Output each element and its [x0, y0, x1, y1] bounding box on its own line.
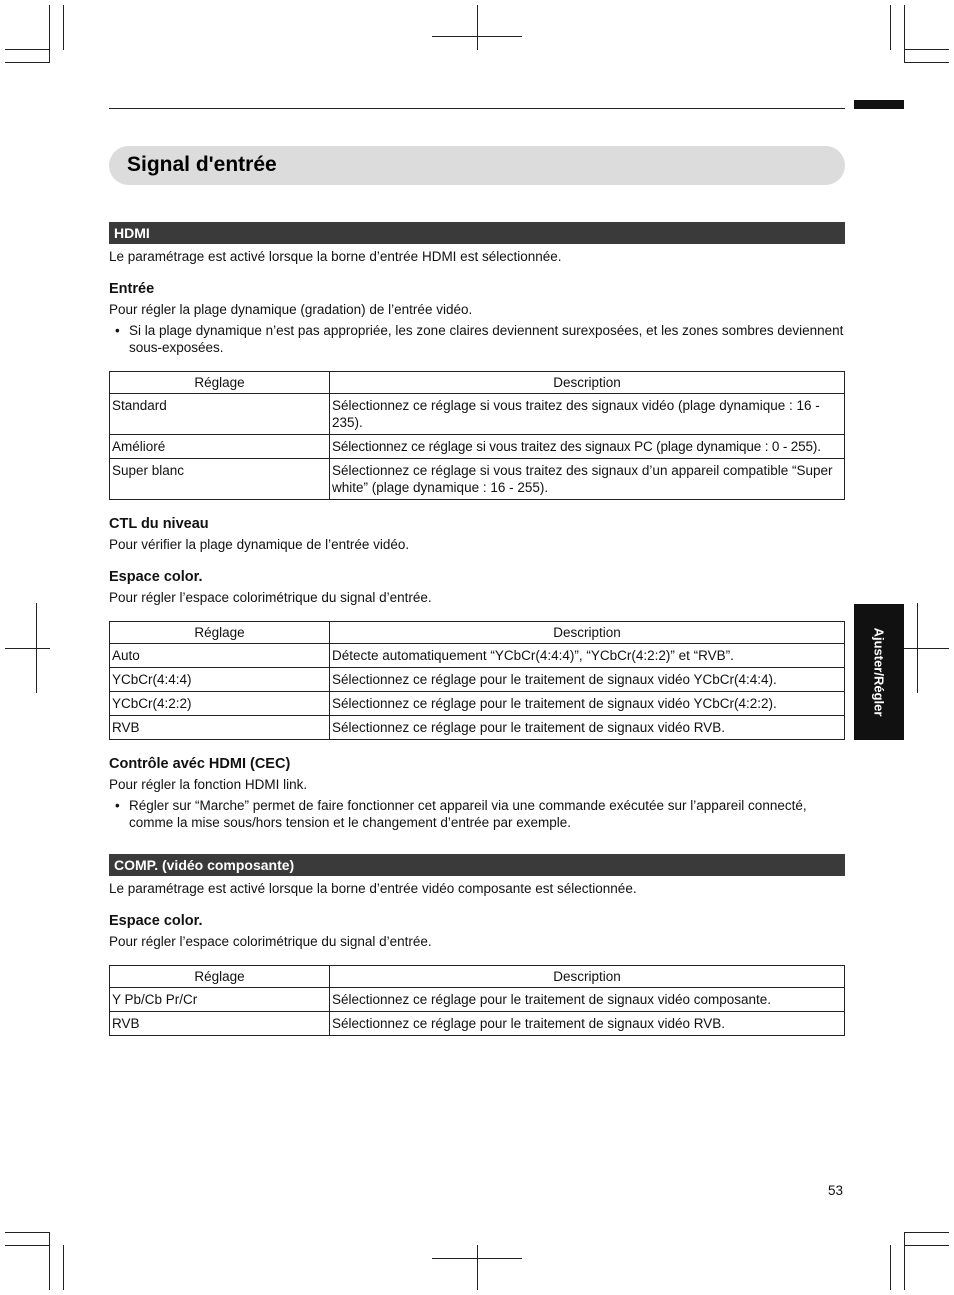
setting-name: RVB — [110, 716, 330, 740]
setting-description: Sélectionnez ce réglage pour le traitement de signaux vidéo RVB. — [330, 1012, 845, 1036]
column-header: Réglage — [110, 622, 330, 644]
section-intro: Le paramétrage est activé lorsque la borne d’entrée vidéo composante est sélectionnée. — [109, 881, 637, 896]
title-bar — [109, 146, 845, 185]
setting-name: Auto — [110, 644, 330, 668]
setting-name: YCbCr(4:2:2) — [110, 692, 330, 716]
section-heading: COMP. (vidéo composante) — [109, 854, 845, 876]
side-tab-label: Ajuster/Régler — [871, 627, 887, 717]
setting-description: Détecte automatiquement “YCbCr(4:4:4)”, “YCbCr(4:2:2)” et “RVB”. — [330, 644, 845, 668]
setting-description: Sélectionnez ce réglage si vous traitez des signaux PC (plage dynamique : 0 - 255). — [330, 435, 845, 459]
table-row — [110, 692, 845, 716]
table-row — [110, 668, 845, 692]
table-header-row — [110, 372, 845, 394]
page-title: Signal d'entrée — [127, 153, 277, 176]
setting-description: Sélectionnez ce réglage si vous traitez des signaux d’un appareil compatible “Super white” (plage dynamique : 16 - 255). — [330, 459, 845, 500]
settings-table — [109, 371, 845, 500]
section-comp — [109, 854, 845, 1036]
table-row — [110, 459, 845, 500]
item-title: Contrôle avéc HDMI (CEC) — [109, 756, 291, 772]
bullet-note — [109, 322, 845, 356]
item-description: Pour régler la fonction HDMI link. — [109, 777, 308, 792]
item-espace-color — [109, 569, 845, 740]
bullet-icon: • — [115, 798, 120, 813]
page-content — [109, 222, 845, 1036]
setting-name: Standard — [110, 394, 330, 435]
setting-description: Sélectionnez ce réglage pour le traitement de signaux vidéo RVB. — [330, 716, 845, 740]
table-header-row — [110, 966, 845, 988]
item-title: Espace color. — [109, 569, 203, 585]
column-header: Description — [330, 372, 845, 394]
table-row — [110, 644, 845, 668]
section-hdmi — [109, 222, 845, 831]
settings-table — [109, 965, 845, 1036]
column-header: Description — [330, 966, 845, 988]
setting-name: Super blanc — [110, 459, 330, 500]
item-description: Pour régler l’espace colorimétrique du signal d’entrée. — [109, 934, 432, 949]
table-row — [110, 1012, 845, 1036]
setting-description: Sélectionnez ce réglage si vous traitez des signaux vidéo (plage dynamique : 16 - 235). — [330, 394, 845, 435]
table-row — [110, 716, 845, 740]
item-description: Pour régler l’espace colorimétrique du signal d’entrée. — [109, 590, 432, 605]
item-controle-hdmi-cec — [109, 756, 845, 831]
table-header-row — [110, 622, 845, 644]
column-header: Description — [330, 622, 845, 644]
table-row — [110, 394, 845, 435]
settings-table — [109, 621, 845, 740]
setting-name: RVB — [110, 1012, 330, 1036]
setting-description: Sélectionnez ce réglage pour le traitement de signaux vidéo YCbCr(4:4:4). — [330, 668, 845, 692]
top-rule — [109, 108, 845, 109]
setting-name: YCbCr(4:4:4) — [110, 668, 330, 692]
item-espace-color — [109, 913, 845, 1036]
top-tab-marker — [854, 100, 904, 109]
item-description: Pour régler la plage dynamique (gradation) de l’entrée vidéo. — [109, 302, 473, 317]
column-header: Réglage — [110, 966, 330, 988]
setting-description: Sélectionnez ce réglage pour le traitement de signaux vidéo composante. — [330, 988, 845, 1012]
item-description: Pour vérifier la plage dynamique de l’entrée vidéo. — [109, 537, 410, 552]
item-title: CTL du niveau — [109, 516, 209, 532]
setting-name: Y Pb/Cb Pr/Cr — [110, 988, 330, 1012]
bullet-text: Régler sur “Marche” permet de faire fonctionner cet appareil via une commande exécutée sur l’appareil connecté, comme la mise sous/hors tension et le changement d’entrée par exemple. — [129, 798, 807, 830]
bullet-icon: • — [115, 323, 120, 338]
setting-name: Amélioré — [110, 435, 330, 459]
bullet-text: Si la plage dynamique n’est pas appropriée, les zone claires deviennent surexposées, et les zones sombres deviennent sous-exposées. — [129, 323, 844, 355]
item-title: Entrée — [109, 281, 155, 297]
item-entree — [109, 281, 845, 500]
section-heading: HDMI — [109, 222, 845, 244]
item-ctl-niveau — [109, 516, 845, 553]
column-header: Réglage — [110, 372, 330, 394]
bullet-note — [109, 797, 845, 831]
page-number: 53 — [828, 1183, 844, 1198]
section-intro: Le paramétrage est activé lorsque la borne d’entrée HDMI est sélectionnée. — [109, 249, 562, 264]
table-row — [110, 988, 845, 1012]
item-title: Espace color. — [109, 913, 203, 929]
setting-description: Sélectionnez ce réglage pour le traitement de signaux vidéo YCbCr(4:2:2). — [330, 692, 845, 716]
side-tab — [854, 604, 904, 740]
table-row — [110, 435, 845, 459]
